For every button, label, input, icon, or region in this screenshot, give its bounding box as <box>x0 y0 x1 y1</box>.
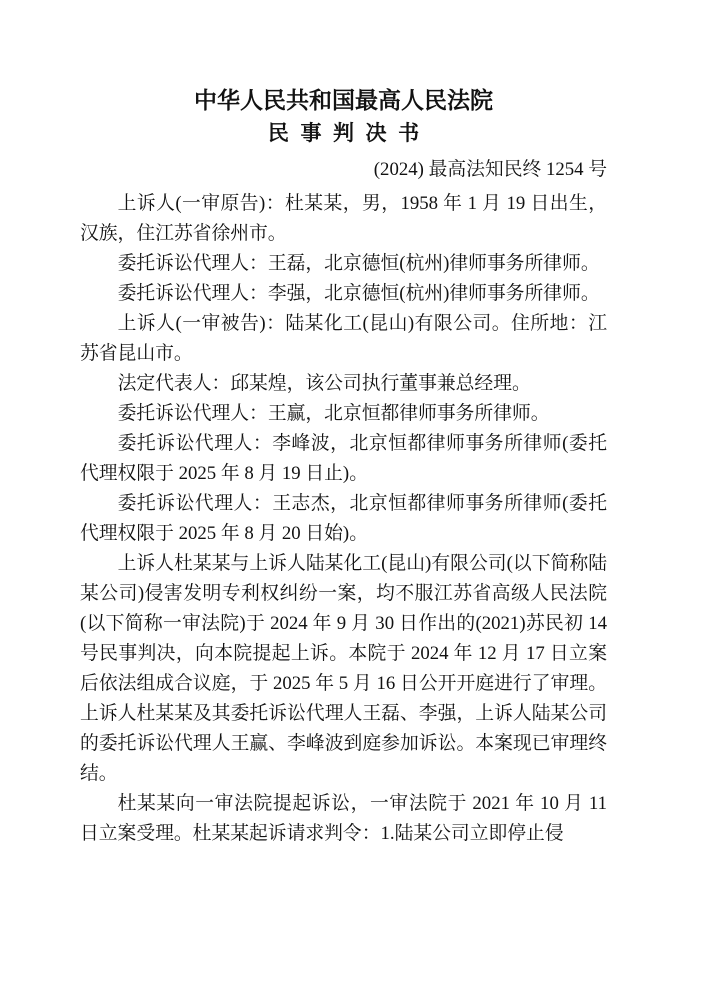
paragraph: 上诉人(一审被告)：陆某化工(昆山)有限公司。住所地：江苏省昆山市。 <box>80 313 607 364</box>
judgment-document <box>80 86 607 849</box>
paragraph: 上诉人(一审原告)：杜某某，男，1958 年 1 月 19 日出生，汉族，住江苏省徐州市。 <box>80 193 607 244</box>
paragraph: 委托诉讼代理人：李强，北京德恒(杭州)律师事务所律师。 <box>117 283 600 304</box>
paragraph: 委托诉讼代理人：王志杰，北京恒都律师事务所律师(委托代理权限于 2025 年 8 月 20 日始)。 <box>80 493 607 544</box>
paragraph: 委托诉讼代理人：王赢，北京恒都律师事务所律师。 <box>117 403 550 424</box>
paragraph: 委托诉讼代理人：王磊，北京德恒(杭州)律师事务所律师。 <box>117 253 600 274</box>
document-body <box>80 189 607 849</box>
paragraph: 委托诉讼代理人：李峰波，北京恒都律师事务所律师(委托代理权限于 2025 年 8 月 19 日止)。 <box>80 433 607 484</box>
paragraph: 法定代表人：邱某煌，该公司执行董事兼总经理。 <box>117 373 531 394</box>
paragraph: 上诉人杜某某与上诉人陆某化工(昆山)有限公司(以下简称陆某公司)侵害发明专利权纠纷一案，均不服江苏省高级人民法院(以下简称一审法院)于 2024 年 9 月 30 日作出的(2021)苏民初 14 号民事判决，向本院提起上诉。本院于 2024 年 12 月 17 日立案后依法组成合议庭，于 2025 年 5 月 16 日公开开庭进行了审理。上诉人杜某某及其委托诉讼代理人王磊、李强，上诉人陆某公司的委托诉讼代理人王赢、李峰波到庭参加诉讼。本案现已审理终结。 <box>80 553 607 784</box>
court-name: 中华人民共和国最高人民法院 <box>194 87 493 113</box>
paragraph: 杜某某向一审法院提起诉讼，一审法院于 2021 年 10 月 11 日立案受理。杜某某起诉请求判令：1.陆某公司立即停止侵 <box>80 793 607 844</box>
case-number: (2024) 最高法知民终 1254 号 <box>373 159 607 180</box>
document-type-title: 民事判决书 <box>267 122 431 145</box>
